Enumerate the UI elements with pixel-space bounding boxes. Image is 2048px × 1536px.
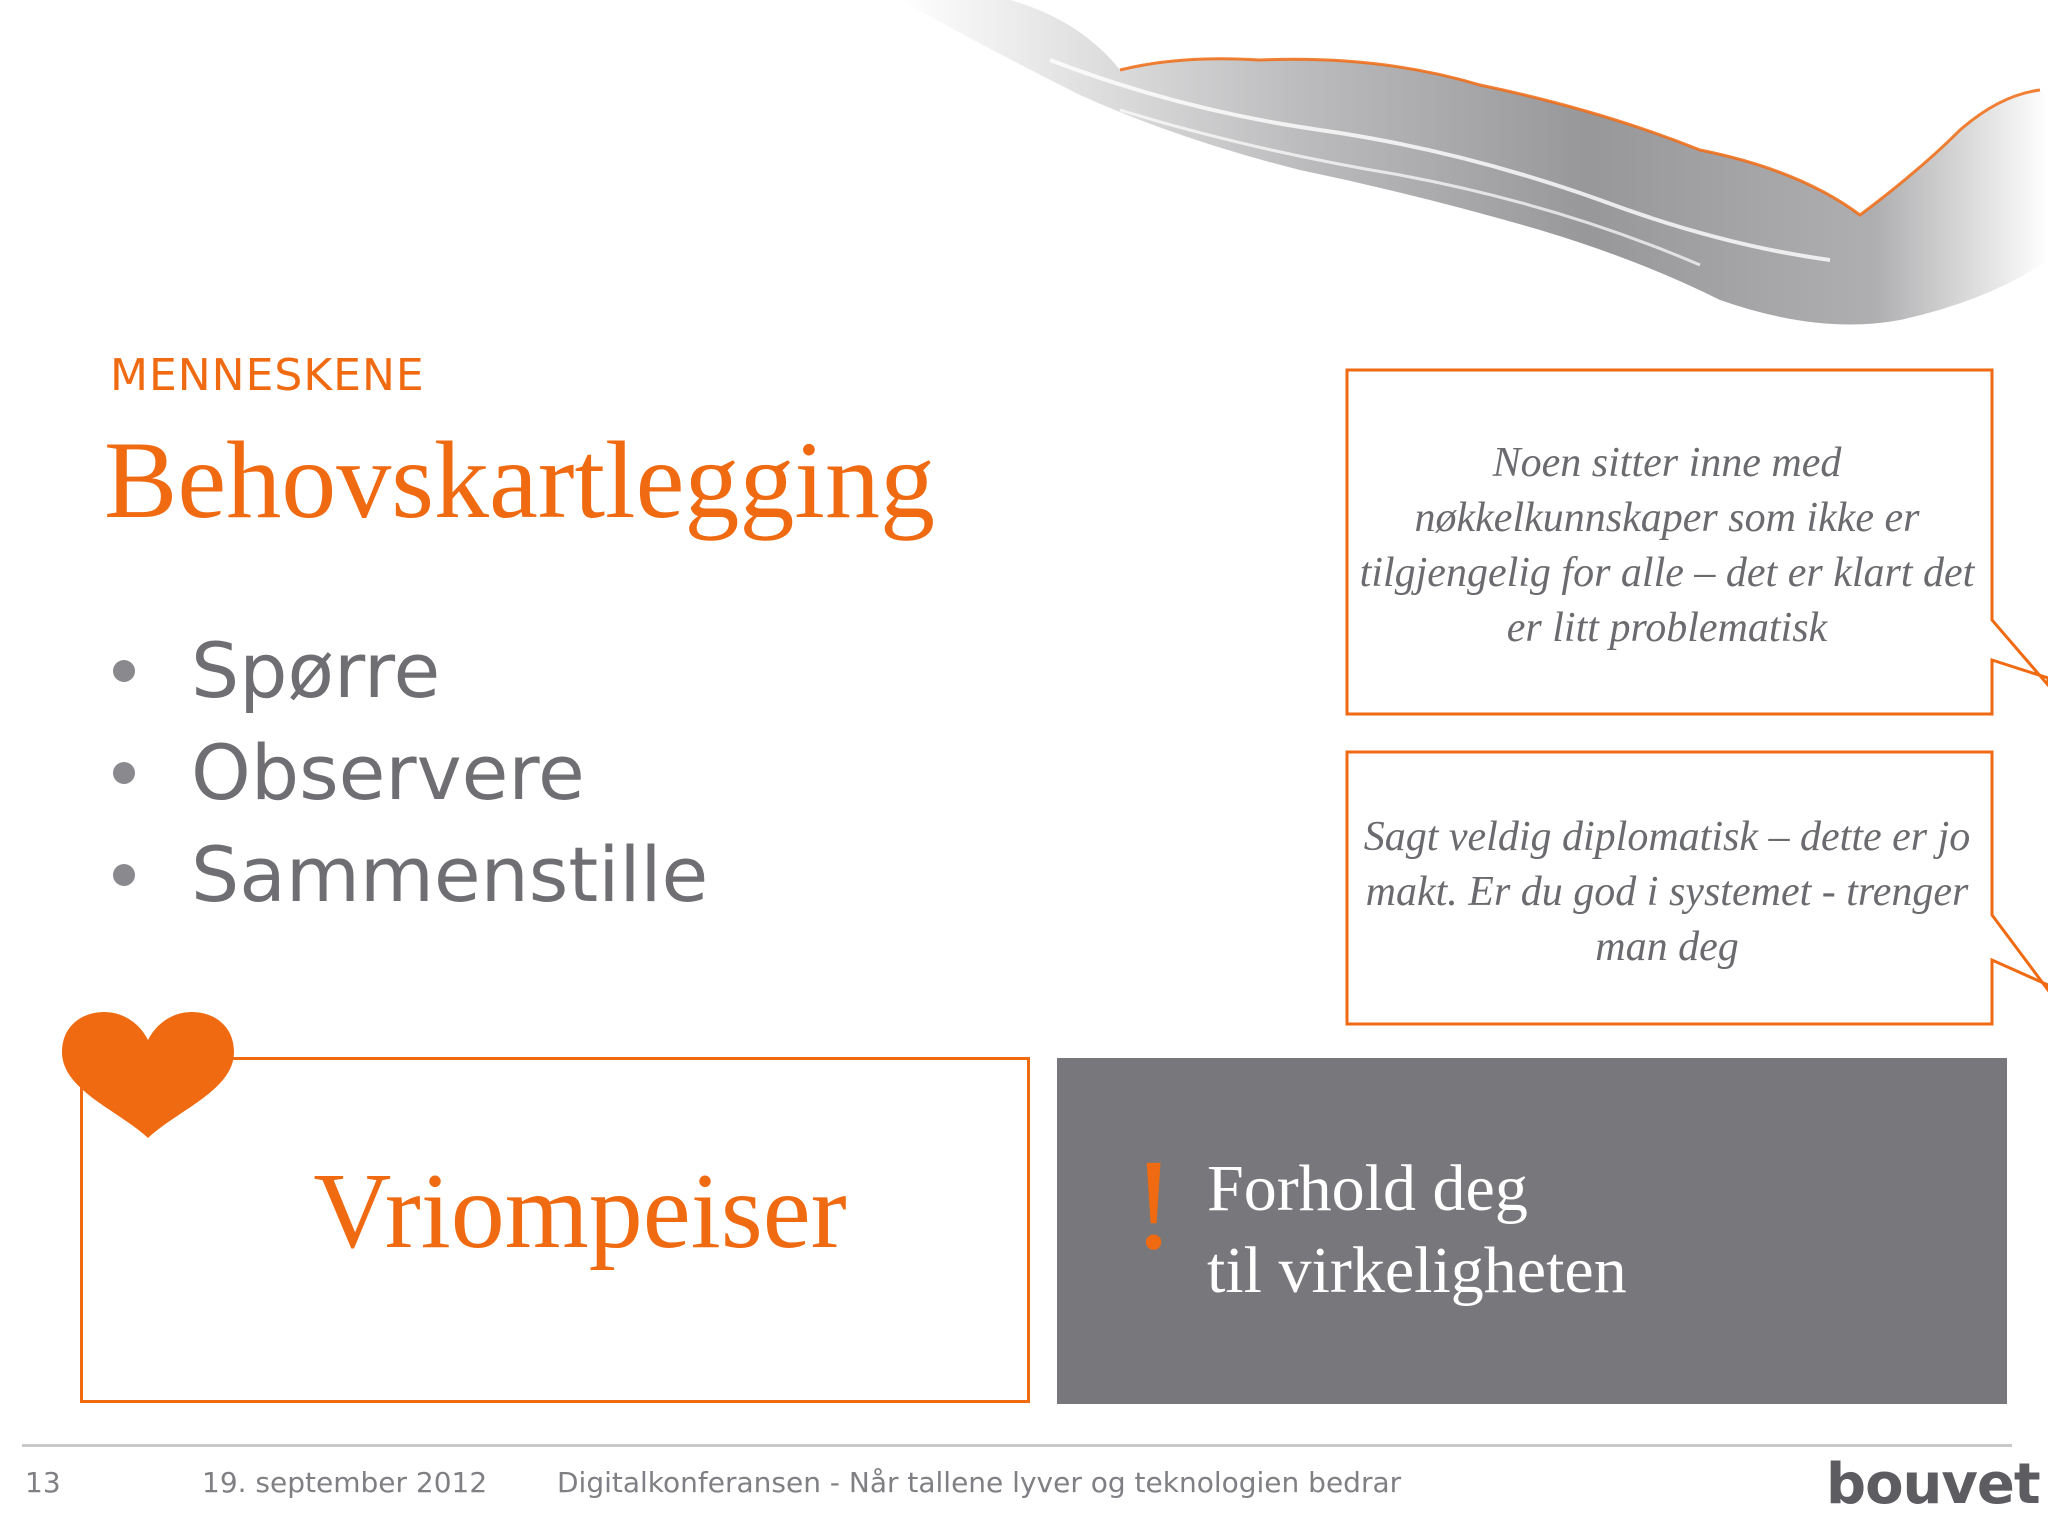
bouvet-logo: bouvet [1826,1452,2040,1517]
exclamation-icon: ! [1132,1133,1176,1277]
callout-quote-2: Sagt veldig diplomatisk – dette er jo makt. Er du god i systemet - trenger man deg [1363,814,1971,970]
reality-line-2: til virkeligheten [1207,1234,1627,1307]
bullet-text: Sammenstille [191,830,709,919]
heart-card-text: Vriompeiser [313,1152,847,1271]
section-label: MENNESKENE [110,350,425,401]
reality-line-1: Forhold deg [1207,1152,1528,1225]
footer-divider [22,1444,2012,1447]
reality-card-text [1207,1148,1627,1312]
bullet-text: Observere [191,728,585,817]
footer-event-title: Digitalkonferansen - Når tallene lyver og teknologien bedrar [557,1466,1402,1499]
callout-quote-1: Noen sitter inne med nøkkelkunnskaper som ikke er tilgjengelig for alle – det er klart det er litt problematisk [1359,440,1975,651]
slide-title: Behovskartlegging [104,419,935,541]
footer-date: 19. september 2012 [202,1466,488,1499]
heart-icon [58,1010,238,1140]
page-number: 13 [25,1466,61,1499]
bullet-text: Spørre [191,626,441,715]
